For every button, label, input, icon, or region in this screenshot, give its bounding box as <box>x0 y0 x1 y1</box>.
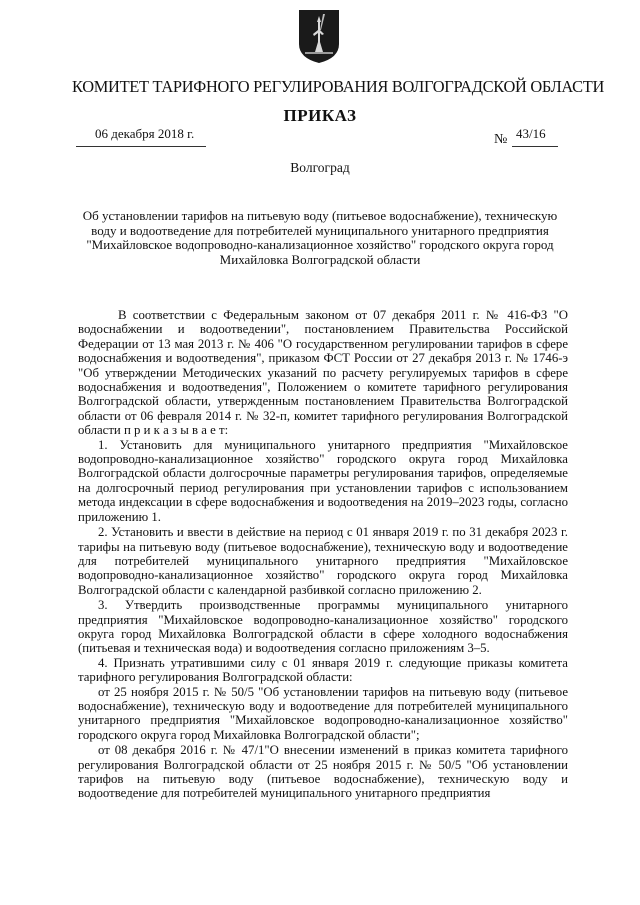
number-underline <box>512 146 558 147</box>
subject-line: "Михайловское водопроводно-канализационное хозяйство" городского округа город <box>86 237 554 252</box>
organization-name: КОМИТЕТ ТАРИФНОГО РЕГУЛИРОВАНИЯ ВОЛГОГРАДСКОЙ ОБЛАСТИ <box>72 77 604 96</box>
subject-line: Об установлении тарифов на питьевую воду (питьевое водоснабжение), техническую <box>82 208 558 223</box>
document-type-title: ПРИКАЗ <box>283 106 357 125</box>
subject-line: Михайловка Волгоградской области <box>219 251 421 267</box>
clause-3-paragraph: 3. Утвердить производственные программы муниципального унитарного предприятия "Михайловское водопроводно-канализационное хозяйство" городского округа город Михайловка Волгоградской области в сфере холодного водоснабжения (питьевая и техническая вода) и водоотведения согласно приложениям 3–5. <box>78 598 568 656</box>
city-name: Волгоград <box>290 160 350 175</box>
preamble-paragraph: В соответствии с Федеральным законом от 07 декабря 2011 г. № 416-ФЗ "О водоснабжении и водоотведении", постановлением Правительства Российской Федерации от 13 мая 2013 г. № 406 "О государственном регулировании тарифов в сфере водоснабжения и водоотведения", приказом ФСТ России от 27 декабря 2013 г. № 1746-э "Об утверждении Методических указаний по расчету регулируемых тарифов в сфере водоснабжения и водоотведения", Положением о комитете тарифного регулирования Волгоградской области, утвержденным постановлением Правительства Волгоградской области от 06 февраля 2014 г. № 32-п, комитет тарифного регулирования Волгоградской области п р и к а з ы в а е т: <box>78 308 568 438</box>
order-subject <box>78 209 562 267</box>
clause-1-paragraph: 1. Установить для муниципального унитарного предприятия "Михайловское водопроводно-канализационное хозяйство" городского округа город Михайловка Волгоградской области долгосрочные параметры регулирования тарифов, определяемые на долгосрочный период регулирования при установлении тарифов с использованием метода индексации в сфере водоснабжения и водоотведения на 2019–2023 годы, согласно приложению 1. <box>78 437 568 524</box>
clause-2-paragraph: 2. Установить и ввести в действие на период с 01 января 2019 г. по 31 декабря 2023 г. тарифы на питьевую воду (питьевое водоснабжение), техническую воду и водоотведение для потребителей муниципального унитарного предприятия "Михайловское водопроводно-канализационное хозяйство" городского округа город Михайловка Волгоградской области с календарной разбивкой согласно приложению 2. <box>78 525 568 597</box>
order-date: 06 декабря 2018 г. <box>95 126 195 141</box>
volgograd-coat-of-arms-icon <box>297 8 341 64</box>
order-body <box>78 308 568 801</box>
repealed-order-item: от 25 ноября 2015 г. № 50/5 "Об установлении тарифов на питьевую воду (питьевое водоснабжение), техническую воду и водоотведение для потребителей муниципального унитарного предприятия "Михайловское водопроводно-канализационное хозяйство" городского округа город Михайловка Волгоградской области"; <box>78 684 568 742</box>
order-number: 43/16 <box>516 126 546 141</box>
number-sign: № <box>494 132 508 147</box>
date-underline <box>76 146 206 147</box>
clause-4-paragraph: 4. Признать утратившими силу с 01 января 2019 г. следующие приказы комитета тарифного регулирования Волгоградской области: <box>78 655 568 685</box>
repealed-order-item: от 08 декабря 2016 г. № 47/1"О внесении изменений в приказ комитета тарифного регулирования Волгоградской области от 25 ноября 2015 г. № 50/5 "Об установлении тарифов на питьевую воду (питьевое водоснабжение), техническую воду и водоотведение для потребителей муниципального унитарного предприятия <box>78 743 568 801</box>
subject-line: воду и водоотведение для потребителей муниципального унитарного предприятия <box>91 222 549 238</box>
